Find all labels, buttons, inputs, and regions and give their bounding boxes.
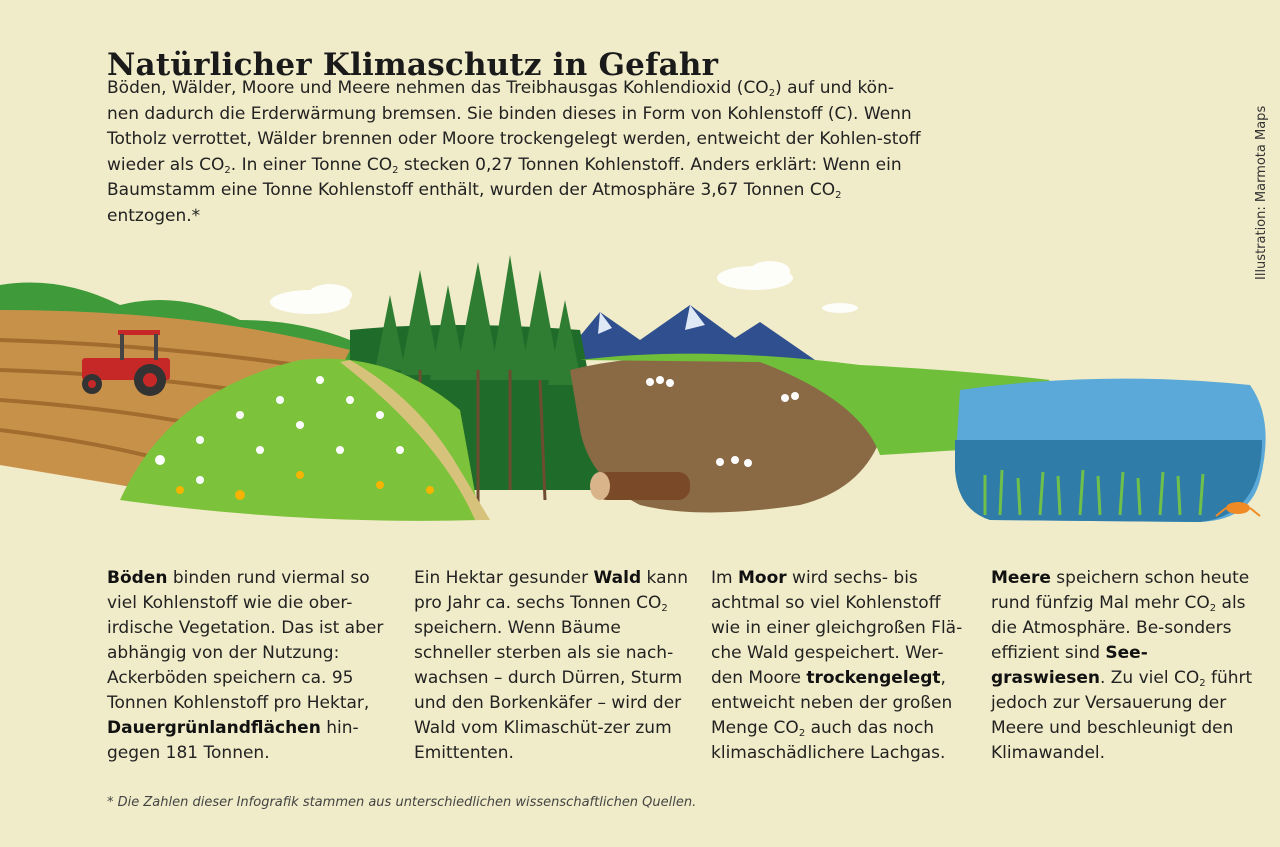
page-title: Natürlicher Klimaschutz in Gefahr [107, 46, 719, 83]
mountains-icon [560, 305, 815, 360]
intro-text: Böden, Wälder, Moore und Meere nehmen das Treibhausgas Kohlendioxid $(CO_2)$ auf und kön- nen dadurch die Erderwärmung bremsen. Sie binden dieses in Form von Kohlenstoff (C). Wenn Totholz verrottet, Wälder brennen oder Moore trockengelegt werden, entweicht der Kohlen-stoff wieder als $CO_2$. In einer Tonne $CO_2$ stecken 0,27 Tonnen Kohlenstoff. Anders erklärt: Wenn ein Baumstamm eine Tonne Kohlenstoff enthält, wurden der Atmosphäre 3,67 Tonnen $CO_2$ entzogen.* [107, 78, 921, 226]
footnote: * Die Zahlen dieser Infografik stammen aus unterschiedlichen wissenschaftlichen Quellen. [107, 795, 697, 810]
sea-text: Meere speichern schon heute rund fünfzig Mal mehr $CO_2$ als die Atmosphäre. Be-sonders effizient sind See-graswiesen. Zu viel $CO_2$ führt jedoch zur Versauerung der Meere und beschleunigt den Klimawandel. [991, 568, 1253, 763]
illustration-credit: Illustration: Marmota Maps [1254, 105, 1269, 280]
forest-text: Ein Hektar gesunder Wald kann pro Jahr ca. sechs Tonnen $CO_2$ speichern. Wenn Bäume schneller sterben als sie nach-wachsen – durch Dürren, Sturm und den Borkenkäfer – wird der Wald vom Klimaschüt-zer zum Emittenten. [414, 568, 689, 763]
landscape-illustration [0, 250, 1280, 540]
deadwood-log-icon [590, 472, 690, 500]
soil-text: Böden binden rund viermal so viel Kohlenstoff wie die ober-irdische Vegetation. Das ist aber abhängig von der Nutzung: Ackerböden speichern ca. 95 Tonnen Kohlenstoff pro Hektar, Dauergrünlandflächen hin-gegen 181 Tonnen. [107, 568, 384, 763]
conifer-trees-icon [375, 255, 582, 385]
moor-text: Im Moor wird sechs- bis achtmal so viel Kohlenstoff wie in einer gleichgroßen Flä-che Wald gespeichert. Wer-den Moore trockengelegt, entweicht neben der großen Menge $CO_2$ auch das noch klimaschädlichere Lachgas. [711, 568, 963, 763]
